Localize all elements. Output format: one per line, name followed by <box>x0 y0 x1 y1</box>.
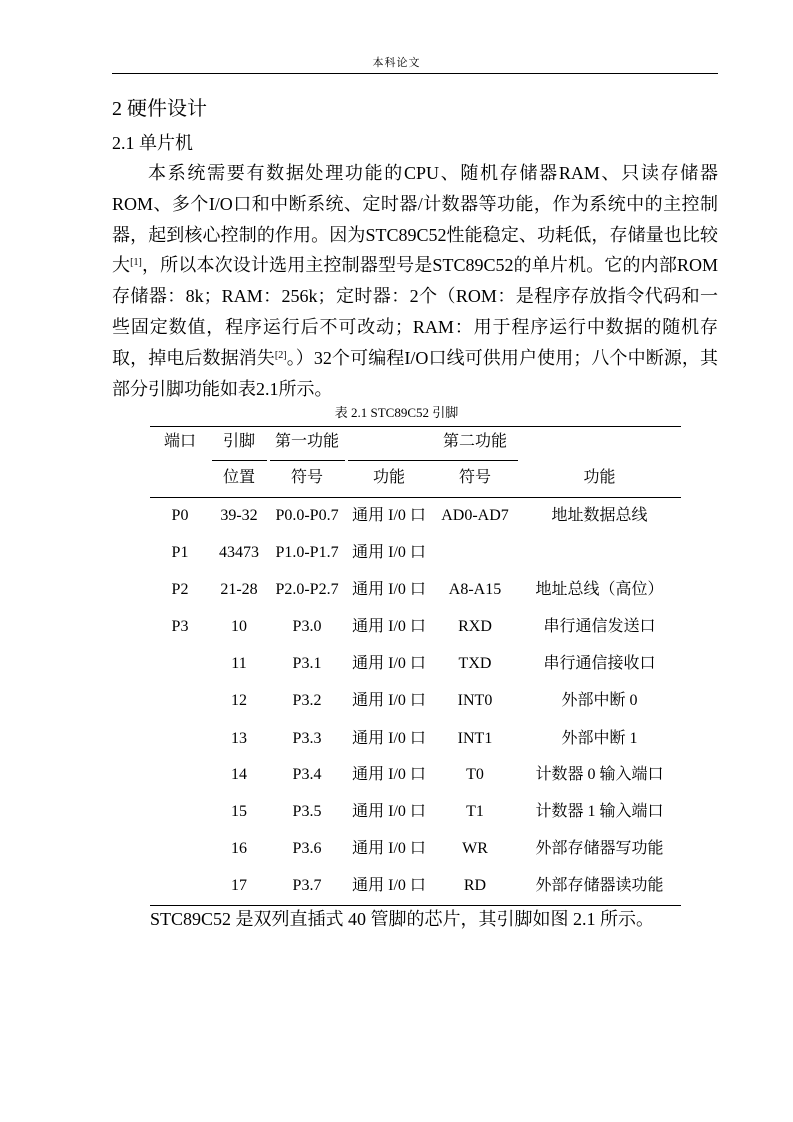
table-cell: T1 <box>466 803 484 820</box>
table-cell: P3.0 <box>292 618 322 635</box>
table-cell: P3.2 <box>292 692 322 709</box>
table-cell: 39-32 <box>220 507 258 524</box>
table-cell: 地址总线（高位） <box>535 581 664 598</box>
subsection-heading: 2.1 单片机 <box>112 133 193 153</box>
header-cell: 引脚 <box>222 433 255 450</box>
table-cell <box>150 802 210 822</box>
table-cell: 43473 <box>219 544 259 561</box>
table-cell: 地址数据总线 <box>551 507 648 524</box>
table-cell: A8-A15 <box>448 581 502 598</box>
paragraph-text-3: 。）32个可编程I/O口线可供用户使用；八个中断源，其部分引脚功能如表2.1所示。 <box>112 347 719 399</box>
table-cell: P3.4 <box>292 766 322 783</box>
table-cell: 通用 I/0 口 <box>352 730 426 747</box>
table-header-row-2 <box>150 468 681 488</box>
table-cell: T0 <box>466 766 484 783</box>
table-cell: P3.6 <box>292 840 322 857</box>
table-cell <box>150 876 210 896</box>
table-cell: 16 <box>231 840 247 857</box>
table-cell: 17 <box>231 877 247 894</box>
table-cell <box>150 765 210 785</box>
table-cell: P1 <box>171 544 189 561</box>
table-cell: 通用 I/0 口 <box>352 544 426 561</box>
page-header: 本科论文 <box>372 57 421 69</box>
table-cell: P2 <box>171 581 189 598</box>
header-divider <box>212 460 267 461</box>
paragraph-text-2: ，所以本次设计选用主控制器型号是STC89C52的单片机。它的内部ROM存储器：8k；RAM：256k；定时器：2个（ROM：是程序存放指令代码和一些固定数值，程序运行后不可改动；RAM：用于程序运行中数据的随机存取，掉电后数据消失 <box>112 255 718 368</box>
table-cell: 21-28 <box>220 581 258 598</box>
table-cell: P3 <box>171 618 189 635</box>
table-cell: 串行通信发送口 <box>543 618 656 635</box>
table-row <box>150 876 681 896</box>
table-cell: RXD <box>458 618 492 635</box>
table-cell: 通用 I/0 口 <box>352 803 426 820</box>
table-cell: 外部中断 0 <box>561 692 638 709</box>
table-cell: AD0-AD7 <box>441 507 509 524</box>
table-cell: RD <box>463 877 487 894</box>
header-cell <box>346 432 432 452</box>
header-cell: 第二功能 <box>442 433 507 450</box>
table-cell: 通用 I/0 口 <box>352 766 426 783</box>
paragraph-text-1: 本系统需要有数据处理功能的CPU、随机存储器RAM、只读存储器ROM、多个I/O口和中断系统、定时器/计数器等功能，作为系统中的主控制器，起到核心控制的作用。因为STC89C52性能稳定、功耗低，存储量也比较大 <box>112 163 718 276</box>
header-cell: 位置 <box>222 469 255 486</box>
table-cell: P2.0-P2.7 <box>275 581 339 598</box>
table-cell: 通用 I/0 口 <box>352 655 426 672</box>
table-cell: 通用 I/0 口 <box>352 877 426 894</box>
table-row <box>150 543 681 563</box>
table-row <box>150 729 681 749</box>
table-cell: 外部存储器写功能 <box>535 840 664 857</box>
table-cell: P3.7 <box>292 877 322 894</box>
table-row <box>150 617 681 637</box>
table-cell: 计数器 1 输入端口 <box>535 803 664 820</box>
header-cell <box>518 432 681 452</box>
table-cell: 12 <box>231 692 247 709</box>
table-top-rule <box>150 426 681 427</box>
table-cell: 外部中断 1 <box>561 730 638 747</box>
table-cell: 14 <box>231 766 247 783</box>
table-row <box>150 654 681 674</box>
table-cell: 10 <box>231 618 247 635</box>
table-cell: P3.1 <box>292 655 322 672</box>
table-row <box>150 691 681 711</box>
header-cell: 端口 <box>163 433 196 450</box>
table-cell: INT1 <box>457 730 493 747</box>
table-cell: WR <box>462 840 488 857</box>
table-cell: 15 <box>231 803 247 820</box>
body-paragraph <box>112 158 718 404</box>
table-cell: P3.3 <box>292 730 322 747</box>
header-divider <box>348 460 518 461</box>
header-rule <box>112 73 718 74</box>
table-cell <box>150 691 210 711</box>
table-cell: 通用 I/0 口 <box>352 692 426 709</box>
header-cell: 第一功能 <box>274 433 339 450</box>
header-cell: 功能 <box>372 469 405 486</box>
header-divider <box>270 460 345 461</box>
table-cell <box>150 654 210 674</box>
table-header-row-1 <box>150 432 681 452</box>
header-cell: 符号 <box>290 469 323 486</box>
table-row <box>150 765 681 785</box>
table-header-rule <box>150 497 681 498</box>
table-cell: 通用 I/0 口 <box>352 581 426 598</box>
table-cell: P0.0-P0.7 <box>275 507 339 524</box>
table-cell <box>432 543 518 563</box>
table-cell: P1.0-P1.7 <box>275 544 339 561</box>
table-cell: 计数器 0 输入端口 <box>535 766 664 783</box>
table-cell: 外部存储器读功能 <box>535 877 664 894</box>
citation-1: [1] <box>130 257 142 269</box>
table-cell <box>150 839 210 859</box>
table-cell: 串行通信接收口 <box>543 655 656 672</box>
citation-2: [2] <box>274 349 287 361</box>
section-heading: 2 硬件设计 <box>112 98 207 120</box>
header-cell: 功能 <box>583 469 616 486</box>
table-cell: TXD <box>458 655 492 672</box>
table-cell: 通用 I/0 口 <box>352 840 426 857</box>
table-cell: P0 <box>171 507 189 524</box>
table-cell <box>518 543 681 563</box>
table-cell: 11 <box>231 655 247 672</box>
header-cell <box>150 468 210 488</box>
table-cell: 13 <box>231 730 247 747</box>
table-row <box>150 506 681 526</box>
table-cell: 通用 I/0 口 <box>352 618 426 635</box>
table-cell: INT0 <box>457 692 493 709</box>
table-cell: 通用 I/0 口 <box>352 507 426 524</box>
table-row <box>150 580 681 600</box>
closing-sentence: STC89C52 是双列直插式 40 管脚的芯片，其引脚如图 2.1 所示。 <box>150 909 655 929</box>
table-cell: P3.5 <box>292 803 322 820</box>
table-row <box>150 839 681 859</box>
header-cell: 符号 <box>458 469 491 486</box>
table-row <box>150 802 681 822</box>
table-caption: 表 2.1 STC89C52 引脚 <box>334 405 459 420</box>
table-cell <box>150 729 210 749</box>
